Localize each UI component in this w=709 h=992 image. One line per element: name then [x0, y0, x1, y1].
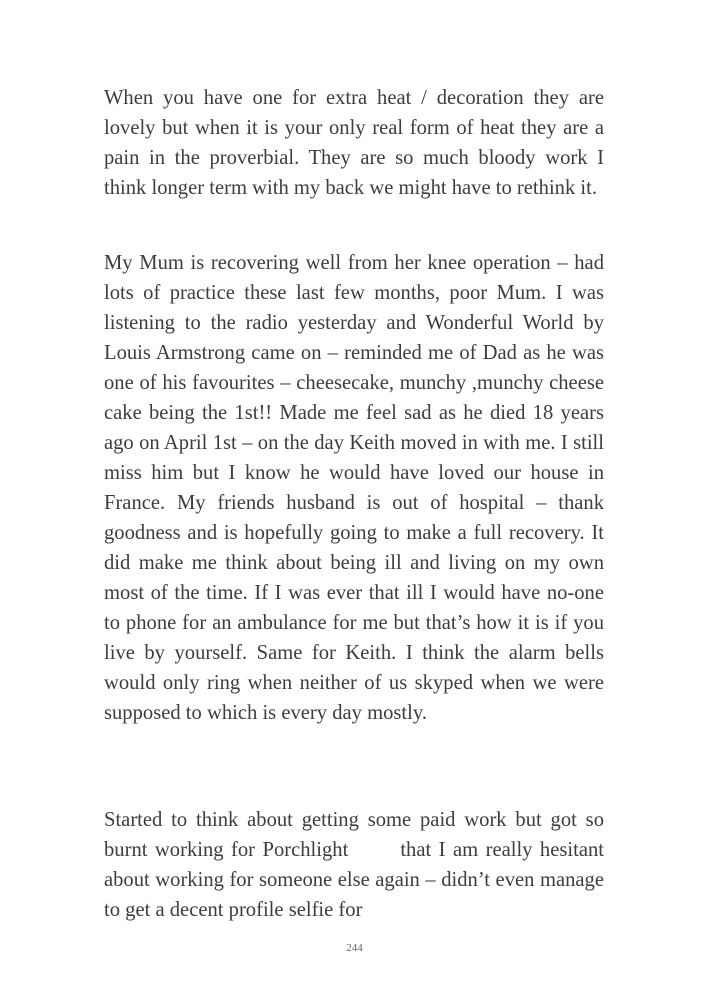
paragraph-1: When you have one for extra heat / decoration they are lovely but when it is your only real form of heat they are a pain in the proverbial. They are so much bloody work I think longer term with my back we might have to rethink it.	[104, 87, 604, 199]
paragraph-3-part-2: that I am really hesitant about working for someone else again – didn’t even manage to get a decent profile selfie for	[104, 839, 604, 921]
paragraph-3-part-1: Started to think about getting some paid work but got so burnt working for Porchlight	[104, 809, 604, 861]
page-number: 244	[346, 942, 363, 954]
paragraph-2: My Mum is recovering well from her knee operation – had lots of practice these last few months, poor Mum. I was listening to the radio yesterday and Wonderful World by Louis Armstrong came on – reminded me of Dad as he was one of his favourites – cheesecake, munchy ,munchy cheese cake being the 1st!! Made me feel sad as he died 18 years ago on April 1st – on the day Keith moved in with me. I still miss him but I know he would have loved our house in France. My friends husband is out of hospital – thank goodness and is hopefully going to make a full recovery. It did make me think about being ill and living on my own most of the time. If I was ever that ill I would have no-one to phone for an ambulance for me but that’s how it is if you live by yourself. Same for Keith. I think the alarm bells would only ring when neither of us skyped when we were supposed to which is every day mostly.	[104, 252, 604, 724]
paragraph-3	[104, 805, 604, 925]
